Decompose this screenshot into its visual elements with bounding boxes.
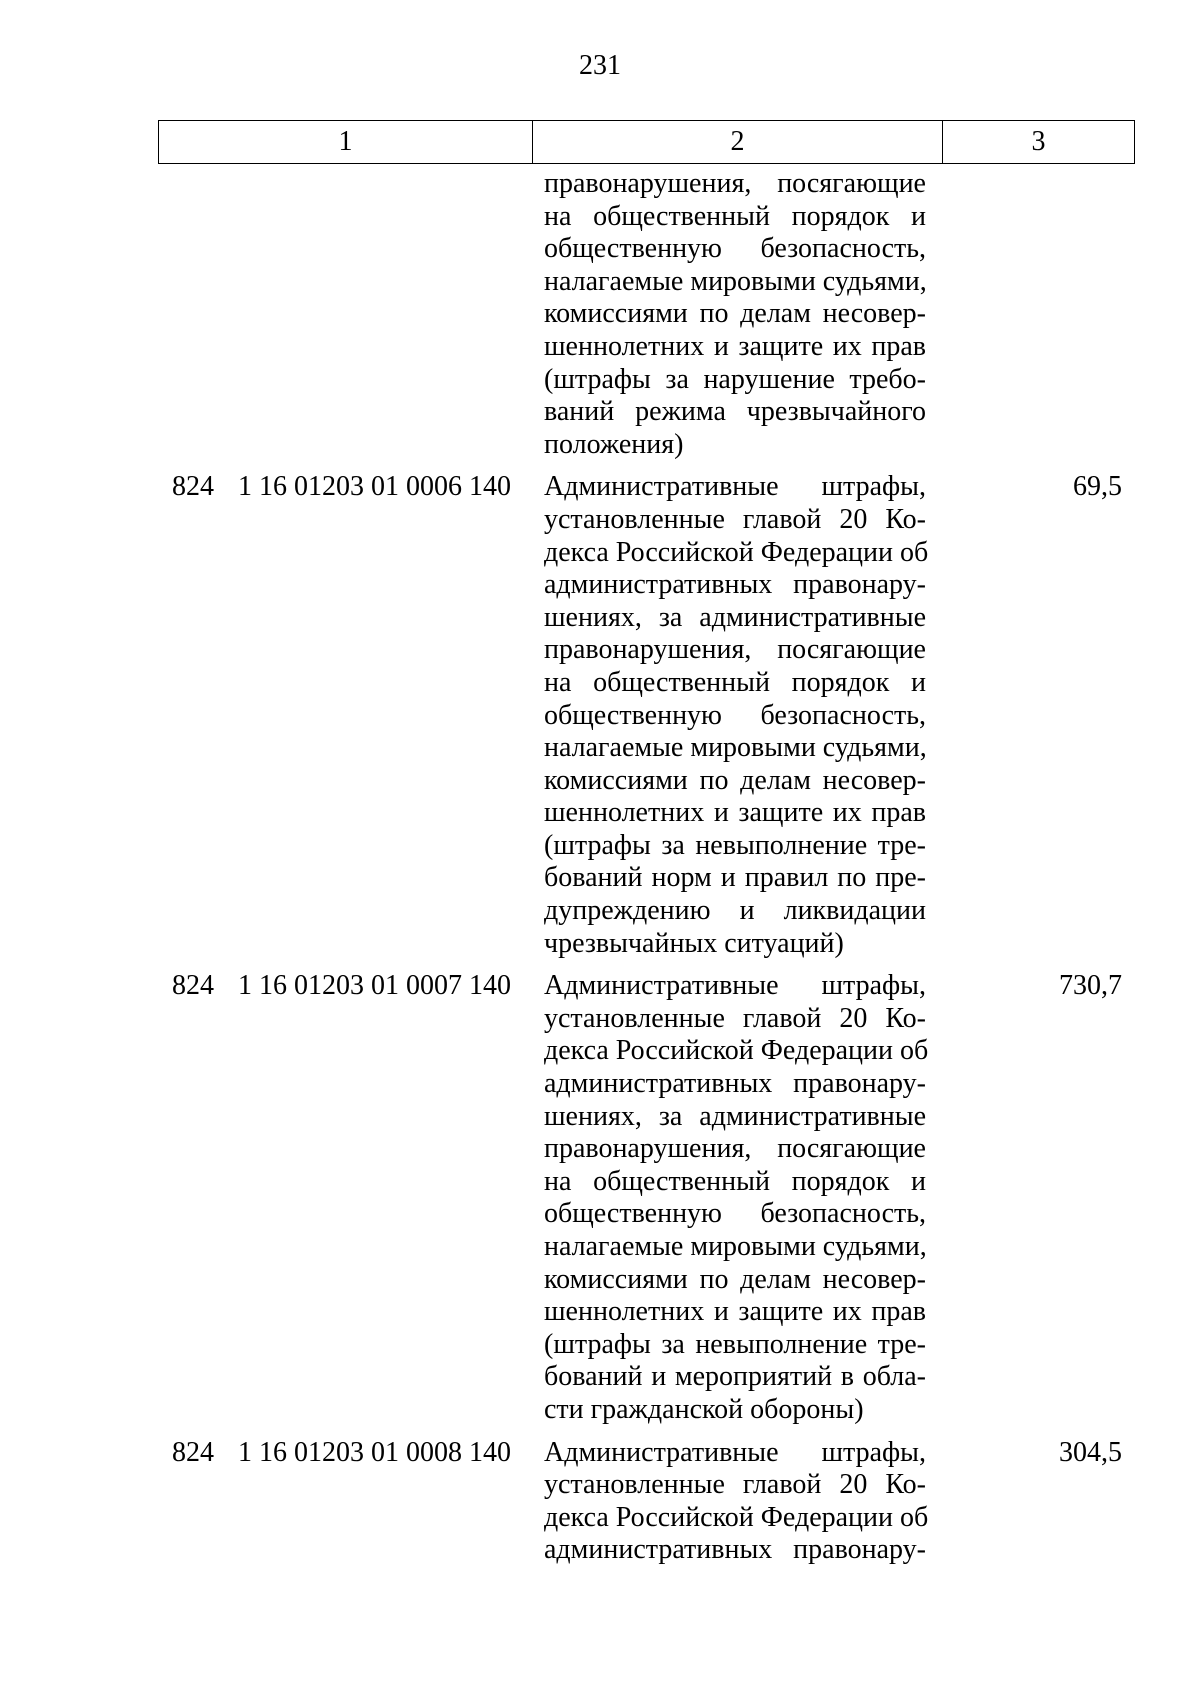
- column-header-3: 3: [943, 121, 1135, 164]
- org-code-cell: 824: [172, 970, 214, 1002]
- table-row: [158, 970, 1134, 1426]
- description-line: налагаемые мировыми судьями,: [544, 265, 927, 297]
- table-row: [158, 471, 1134, 960]
- description-line: общественную безопасность,: [544, 699, 926, 731]
- description-line: комиссиями по делам несовер-: [544, 298, 926, 330]
- description-line: декса Российской Федерации об: [544, 1035, 929, 1067]
- description-line: установленные главой 20 Ко-: [544, 1002, 926, 1034]
- amount-cell: 304,5: [1059, 1436, 1122, 1468]
- description-line: комиссиями по делам несовер-: [544, 764, 926, 796]
- description-line: налагаемые мировыми судьями,: [544, 732, 927, 764]
- column-header-table: [158, 120, 1135, 164]
- description-line: положения): [544, 428, 684, 460]
- description-line: (штрафы за нарушение требо-: [544, 363, 926, 395]
- budget-code-cell: 1 16 01203 01 0007 140: [238, 970, 511, 1002]
- description-line: административных правонару-: [544, 1534, 926, 1566]
- description-line: дупреждению и ликвидации: [544, 895, 926, 927]
- table-row: [158, 168, 1134, 461]
- description-line: (штрафы за невыполнение тре-: [544, 829, 926, 861]
- description-line: комиссиями по делам несовер-: [544, 1263, 926, 1295]
- description-line: административных правонару-: [544, 1068, 926, 1100]
- description-line: общественную безопасность,: [544, 1198, 926, 1230]
- budget-code-cell: 1 16 01203 01 0006 140: [238, 471, 511, 503]
- description-line: установленные главой 20 Ко-: [544, 1469, 926, 1501]
- description-line: Административные штрафы,: [544, 471, 926, 503]
- column-header-row: [159, 121, 1135, 164]
- description-line: шениях, за административные: [544, 1100, 926, 1132]
- description-line: административных правонару-: [544, 569, 926, 601]
- description-line: правонарушения, посягающие: [544, 168, 926, 199]
- description-line: установленные главой 20 Ко-: [544, 503, 926, 535]
- column-header-1: 1: [159, 121, 533, 164]
- description-line: правонарушения, посягающие: [544, 634, 926, 666]
- description-line: налагаемые мировыми судьями,: [544, 1231, 927, 1262]
- description-cell: [532, 168, 934, 461]
- description-line: на общественный порядок и: [544, 200, 926, 232]
- description-line: шеннолетних и защите их прав: [544, 797, 926, 829]
- description-cell: [532, 1437, 934, 1567]
- org-code-cell: 824: [172, 471, 214, 503]
- description-line: Административные штрафы,: [544, 1436, 926, 1468]
- description-line: на общественный порядок и: [544, 666, 926, 698]
- description-line: сти гражданской обороны): [544, 1393, 864, 1425]
- description-line: шениях, за административные: [544, 601, 926, 633]
- description-line: общественную безопасность,: [544, 233, 926, 265]
- page-number: 231: [579, 50, 621, 81]
- description-line: (штрафы за невыполнение тре-: [544, 1328, 926, 1360]
- description-cell: [532, 471, 934, 960]
- description-line: декса Российской Федерации об: [544, 536, 929, 568]
- description-line: чрезвычайных ситуаций): [544, 927, 844, 959]
- description-line: Административные штрафы,: [544, 970, 926, 1002]
- column-header-2: 2: [533, 121, 943, 164]
- org-code-cell: 824: [172, 1436, 214, 1468]
- description-line: ваний режима чрезвычайного: [544, 396, 926, 428]
- table-body: [158, 168, 1134, 1577]
- description-line: шеннолетних и защите их прав: [544, 330, 926, 362]
- description-line: шеннолетних и защите их прав: [544, 1296, 926, 1328]
- amount-cell: 69,5: [1073, 471, 1122, 503]
- description-line: бований норм и правил по пре-: [544, 862, 926, 894]
- amount-cell: 730,7: [1059, 970, 1122, 1002]
- description-line: декса Российской Федерации об: [544, 1501, 929, 1533]
- description-line: на общественный порядок и: [544, 1165, 926, 1197]
- description-cell: [532, 970, 934, 1426]
- table-row: [158, 1437, 1134, 1567]
- description-line: бований и мероприятий в обла-: [544, 1361, 926, 1393]
- budget-code-cell: 1 16 01203 01 0008 140: [238, 1436, 511, 1468]
- description-line: правонарушения, посягающие: [544, 1133, 926, 1165]
